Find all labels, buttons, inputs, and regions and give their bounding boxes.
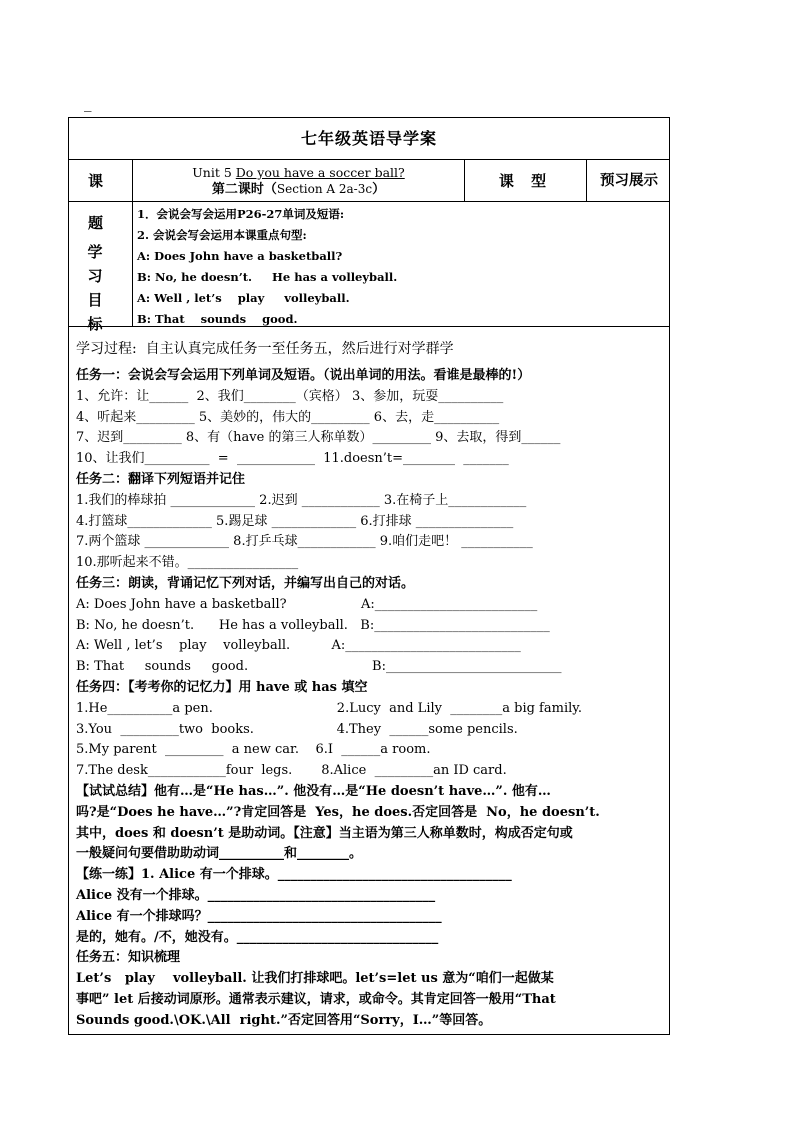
summary-line: 其中，does 和 doesn’t 是助动词。【注意】当主语为第三人称单数时，构成否定句或 bbox=[76, 825, 573, 841]
dialog-line: B: That sounds good. B:___________________________ bbox=[76, 659, 562, 675]
unit-prefix: Unit 5 bbox=[192, 165, 236, 180]
lesson-end: ） bbox=[372, 182, 386, 197]
task-2-heading: 任务二：翻译下列短语并记住 bbox=[76, 471, 246, 487]
dialog-line: A: Well , let’s play volleyball. A:___________________________ bbox=[76, 638, 521, 654]
task-2-line: 4.打篮球_____________ 5.踢足球 _____________ 6.打排球 _______________ bbox=[76, 513, 514, 529]
task-3-heading: 任务三：朗读，背诵记忆下列对话，并编写出自己的对话。 bbox=[76, 575, 415, 591]
type-value: 预习展示 bbox=[600, 172, 658, 189]
task-1-line: 1、允许：让______ 2、我们________（宾格） 3、参加，玩耍__________ bbox=[76, 388, 504, 404]
goal-label-line-2: 目 标 bbox=[87, 291, 115, 333]
lesson-cn: 第二课时（ bbox=[211, 182, 277, 197]
fill-line: 7.The desk____________four legs. 8.Alice _________an ID card. bbox=[76, 763, 507, 779]
task-4-heading: 任务四：【考考你的记忆力】用 have 或 has 填空 bbox=[76, 679, 368, 695]
title-row bbox=[69, 118, 669, 160]
summary-line: 吗?是“Does he have…”?肯定回答是 Yes，he does.否定回答是 No，he doesn’t. bbox=[76, 804, 600, 820]
type-label: 课 型 bbox=[498, 172, 553, 190]
task-2-line: 7.两个篮球 _____________ 8.打乒乓球____________ 9.咱们走吧！ ___________ bbox=[76, 534, 533, 550]
knowledge-line: Sounds good.\OK.\All right.”否定回答用“Sorry，I…”等回答。 bbox=[76, 1012, 492, 1028]
goal-item: A: Does John have a basketball? bbox=[137, 249, 343, 263]
goal-item: 1．会说会写会运用P26-27单词及短语: bbox=[137, 207, 345, 221]
fill-line: 5.My parent _________ a new car. 6.I ______a room. bbox=[76, 742, 431, 758]
process-heading: 学习过程: 自主认真完成任务一至任务五，然后进行对学群学 bbox=[76, 341, 454, 357]
task-5-heading: 任务五：知识梳理 bbox=[76, 950, 181, 966]
goal-list bbox=[137, 204, 397, 330]
topic-value-cell bbox=[133, 160, 465, 201]
page-title: 七年级英语导学案 bbox=[300, 129, 437, 148]
unit-question: Do you have a soccer ball? bbox=[235, 165, 405, 180]
worksheet bbox=[68, 117, 670, 1035]
lesson-title bbox=[133, 181, 464, 198]
task-1-line: 7、迟到_________ 8、有（have 的第三人称单数）_________ 9、去取，得到______ bbox=[76, 430, 561, 446]
topic-label: 课 题 bbox=[87, 172, 113, 232]
goal-label bbox=[69, 240, 133, 336]
practice-line: Alice 没有一个排球。___________________________________ bbox=[76, 887, 436, 903]
goal-label-line-1: 学 习 bbox=[87, 243, 115, 285]
task-1-line: 4、听起来_________ 5、美妙的，伟大的_________ 6、去，走__________ bbox=[76, 409, 500, 425]
dialog-line: B: No, he doesn’t. He has a volleyball. B:___________________________ bbox=[76, 617, 550, 633]
practice-line: 是的，她有。/不，她没有。_______________________________ bbox=[76, 929, 439, 945]
lesson-section: Section A 2a-3c bbox=[276, 182, 373, 196]
dialog-line: A: Does John have a basketball? A:_________________________ bbox=[76, 596, 538, 612]
fill-line: 3.You _________two books. 4.They ______some pencils. bbox=[76, 721, 518, 737]
study-process bbox=[76, 338, 665, 1032]
top-mark: _ bbox=[84, 94, 92, 112]
practice-line: Alice 有一个排球吗？____________________________________ bbox=[76, 908, 442, 924]
task-1-heading: 任务一：会说会写会运用下列单词及短语。（说出单词的用法。看谁是最棒的!） bbox=[76, 368, 531, 383]
task-1-line: 10、让我们__________ = ____________ 11.doesn’t=________ _______ bbox=[76, 451, 509, 467]
goal-item: 2. 会说会写会运用本课重点句型: bbox=[137, 228, 307, 242]
fill-line: 1.He__________a pen. 2.Lucy and Lily ________a big family. bbox=[76, 700, 583, 716]
goal-item: B: That sounds good. bbox=[137, 312, 298, 326]
knowledge-line: 事吧” let 后接动词原形。通常表示建议，请求，或命令。其肯定回答一般用“That bbox=[76, 991, 556, 1007]
type-value-cell bbox=[587, 160, 671, 201]
goal-item: A: Well , let’s play volleyball. bbox=[137, 291, 350, 305]
task-2-line: 1.我们的棒球拍 _____________ 2.迟到 ____________ 3.在椅子上____________ bbox=[76, 492, 527, 508]
unit-title bbox=[133, 164, 464, 181]
goal-row bbox=[69, 202, 669, 333]
goal-item: B: No, he doesn’t. He has a volleyball. bbox=[137, 270, 398, 284]
topic-label-cell bbox=[69, 160, 133, 232]
knowledge-line: Let’s play volleyball. 让我们打排球吧。let’s=let us 意为“咱们一起做某 bbox=[76, 971, 554, 987]
task-2-line: 10.那听起来不错。_________________ bbox=[76, 555, 299, 571]
summary-line: 一般疑问句要借助助动词__________和________。 bbox=[76, 846, 363, 862]
practice-line: 【练一练】1. Alice 有一个排球。____________________________________ bbox=[76, 867, 512, 883]
summary-line: 【试试总结】他有…是“He has…”. 他没有…是“He doesn’t have…”. 他有… bbox=[76, 783, 551, 799]
type-label-cell bbox=[465, 160, 587, 201]
